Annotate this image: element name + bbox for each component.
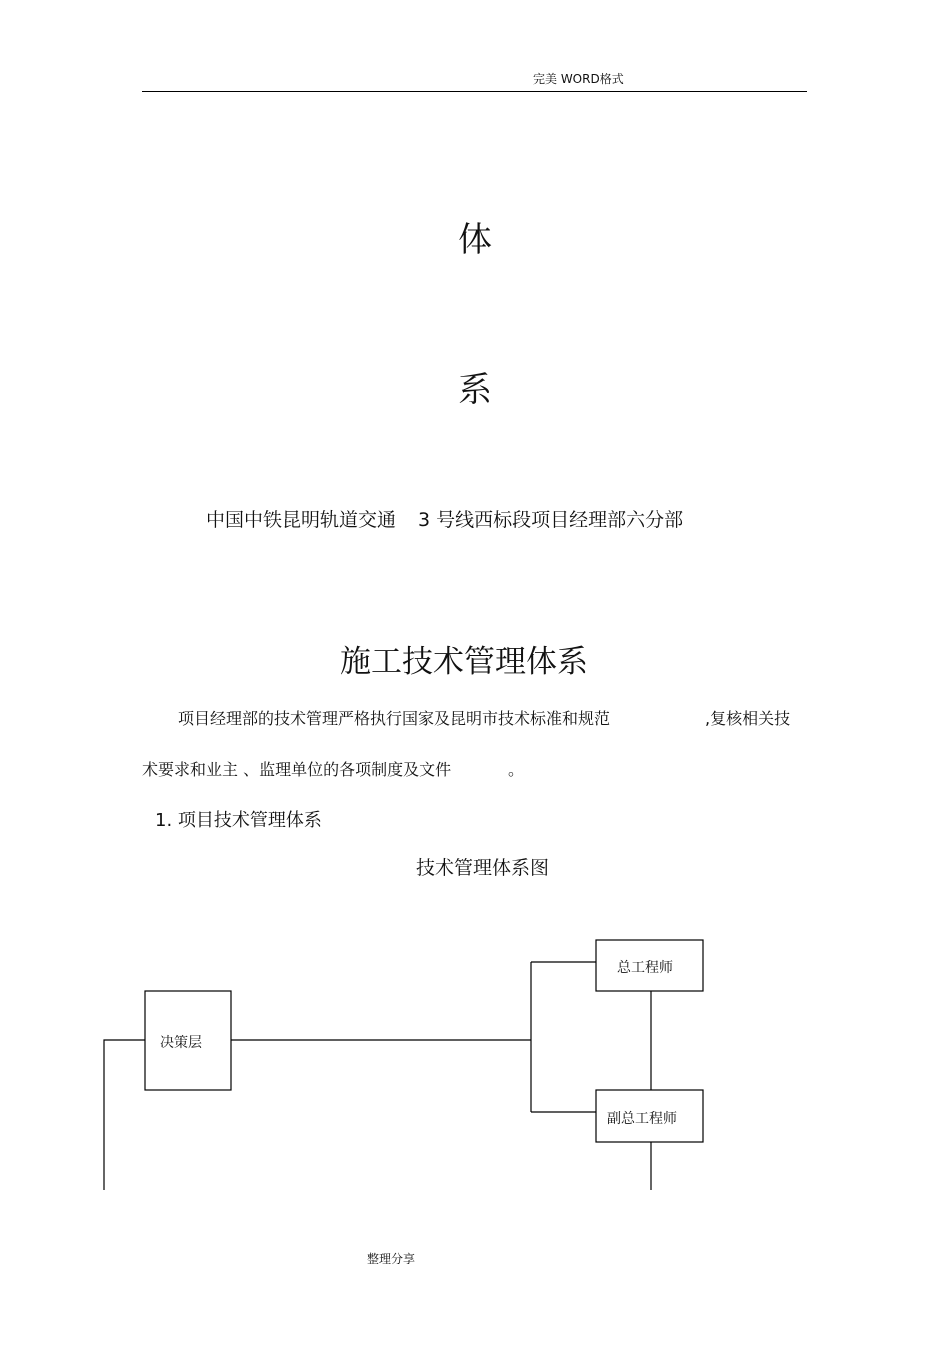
subheading-1: 1. 项目技术管理体系 [155, 810, 322, 831]
organization-line [206, 505, 683, 532]
node-chief-engineer-label: 总工程师 [617, 960, 673, 976]
page-header-text: 完美 WORD格式 [533, 72, 624, 86]
organization-part-a: 中国中铁昆明轨道交通 [206, 509, 397, 531]
organization-part-b: 3 号线西标段项目经理部六分部 [418, 509, 684, 531]
paragraph-line-2-tail: 。 [508, 760, 525, 779]
connector-left-branch [104, 1040, 145, 1190]
node-decision-label: 决策层 [160, 1035, 202, 1051]
cover-char-1: 体 [458, 220, 492, 260]
page-footer-text: 整理分享 [367, 1252, 416, 1266]
paragraph-line-1-tail: ,复核相关技 [705, 709, 791, 728]
cover-char-2: 系 [458, 370, 492, 410]
header-rule [142, 91, 807, 92]
org-chart-diagram [0, 900, 950, 1200]
node-deputy-chief-engineer-label: 副总工程师 [607, 1111, 677, 1127]
paragraph-line-1: 项目经理部的技术管理严格执行国家及昆明市技术标准和规范 [178, 709, 611, 728]
paragraph-line-2: 术要求和业主 、监理单位的各项制度及文件 [142, 760, 452, 779]
figure-title: 技术管理体系图 [416, 857, 550, 879]
section-title: 施工技术管理体系 [340, 644, 588, 680]
